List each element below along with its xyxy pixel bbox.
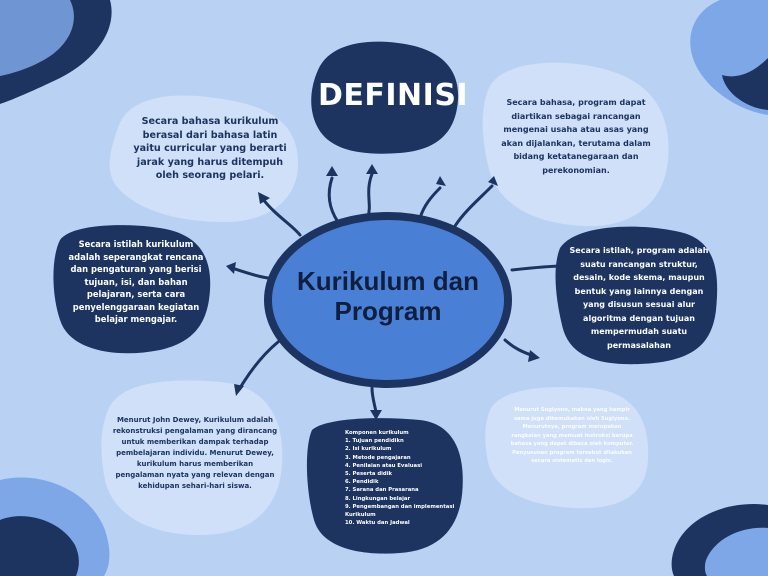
connector-bottom (372, 388, 376, 412)
list-item: 2. Isi kurikulum (345, 446, 392, 453)
list-item: 6. Pendidik (345, 479, 379, 486)
center-title (282, 266, 494, 326)
components-box (345, 429, 457, 527)
list-item: 5. Peserta didik (345, 471, 393, 478)
text-top-right: Secara bahasa, program dapat diartikan sebagai rancangan mengenai usaha atau asas yang akan dijalankan, terutama dalam bidang ketatanegaraan dan perekonomian. (501, 98, 651, 175)
connector-top-right (455, 186, 492, 226)
connector-low-left (240, 342, 278, 388)
components-heading: Komponen kurikulum (345, 430, 409, 436)
text-mid-right: Secara istilah, program adalah suatu rancangan struktur, desain, kode skema, maupun bentuk yang lainnya dengan yang disusun sesuai alur algoritma dengan tujuan mempermudah suatu permasalahan (569, 246, 709, 350)
text-top-left: Secara bahasa kurikulum berasal dari bahasa latin yaitu curricular yang berarti jarak yang harus ditempuh oleh seorang pelari. (133, 116, 287, 181)
connector-top-a (329, 178, 338, 222)
center-title-line1: Kurikulum dan (296, 266, 479, 296)
page-title: DEFINISI (318, 78, 469, 113)
text-bottom-right: Menurut Sugiyono, makna yang hampir sama juga dikemukakan oleh Sugiyono. Menurutnya, program merupakan rangkaian yang memuat instruksi berupa bahasa yang dapat dibaca oleh komputer. Penyusunan program tersebut dilakukan secara sistematis dan logis. (510, 407, 634, 464)
connector-mid-left (232, 268, 268, 278)
list-item: 10. Waktu dan Jadwal (345, 520, 410, 527)
connector-top-c (420, 188, 440, 218)
list-item: 3. Metode pengajaran (345, 454, 411, 461)
list-item: 8. Lingkungan belajar (345, 495, 411, 502)
list-item: 7. Sarana dan Prasarana (345, 487, 419, 494)
text-mid-left: Secara istilah kurikulum adalah seperangkat rencana dan pengaturan yang berisi tujuan, isi, dan bahan pelajaran, serta cara penyelenggaraan kegiatan belajar mengajar. (68, 239, 204, 324)
connector-top-b (368, 174, 372, 216)
list-item: 1. Tujuan pendidikn (345, 438, 404, 445)
list-item: 4. Penilaian atau Evaluasi (345, 462, 423, 469)
components-list (345, 437, 457, 527)
text-bottom-left: Menurut John Dewey, Kurikulum adalah rekonstruksi pengalaman yang dirancang untuk memberikan dampak terhadap pembelajaran individu. Menurut Dewey, kurikulum harus memberikan pengalaman nyata yang relevan dengan kehidupan sehari-hari siswa. (112, 416, 278, 490)
center-title-line2: Program (334, 296, 442, 326)
list-item: 9. Pengembangan dan implementasi Kurikulum (345, 503, 455, 519)
